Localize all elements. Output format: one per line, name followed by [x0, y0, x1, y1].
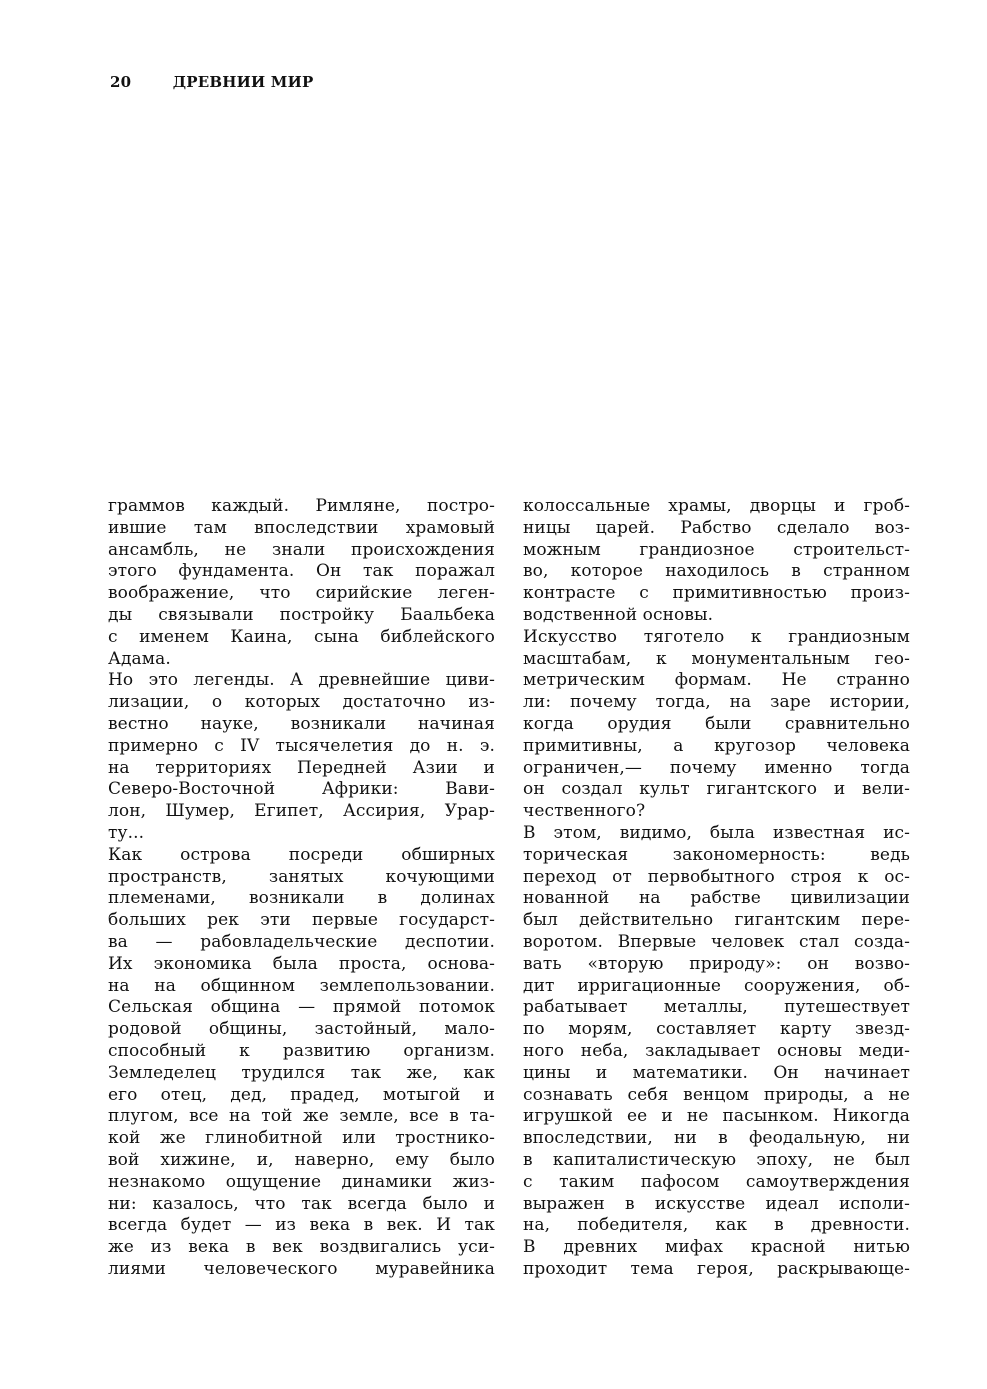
text-line: чественного? — [523, 801, 646, 822]
text-line: плугом, все на той же земле, все в та- — [108, 1106, 495, 1127]
text-line: на, победителя, как в древности. — [523, 1215, 910, 1236]
text-line: во, которое находилось в странном — [523, 561, 910, 582]
text-line: примерно с IV тысячелетия до н. э. — [108, 735, 495, 756]
text-line: воротом. Впервые человек стал созда- — [523, 931, 910, 952]
text-line: вать «вторую природу»: он возво- — [523, 953, 910, 974]
text-line: В древних мифах красной нитью — [523, 1237, 910, 1258]
text-line: кой же глинобитной или тростнико- — [108, 1128, 495, 1149]
text-line: рабатывает металлы, путешествует — [523, 997, 910, 1018]
text-line: Но это легенды. А древнейшие циви- — [108, 670, 495, 691]
text-line: впоследствии, ни в феодальную, ни — [523, 1128, 910, 1149]
text-line: на на общинном землепользовании. — [108, 975, 495, 996]
text-line: Их экономика была проста, основа- — [108, 953, 495, 974]
text-line: пространств, занятых кочующими — [108, 866, 495, 887]
text-line: ившие там впоследствии храмовый — [108, 517, 495, 538]
text-line: ницы царей. Рабство сделало воз- — [523, 517, 910, 538]
text-line: способный к развитию организм. — [108, 1040, 495, 1061]
text-line: ансамбль, не знали происхождения — [108, 539, 495, 560]
text-line: контрасте с примитивностью произ- — [523, 583, 910, 604]
text-line: водственной основы. — [523, 604, 714, 625]
text-line: с именем Каина, сына библейского — [108, 626, 495, 647]
text-column-right — [523, 496, 910, 1281]
text-line: всегда будет — из века в век. И так — [108, 1215, 495, 1236]
text-line: выражен в искусстве идеал исполи- — [523, 1193, 910, 1214]
text-line: В этом, видимо, была известная ис- — [523, 822, 910, 843]
text-line: Адама. — [108, 648, 171, 669]
text-line: вестно науке, возникали начиная — [108, 713, 495, 734]
text-line: ни: казалось, что так всегда было и — [108, 1193, 495, 1214]
text-line: игрушкой ее и не пасынком. Никогда — [523, 1106, 910, 1127]
text-line: он создал культ гигантского и вели- — [523, 779, 910, 800]
section-title: ДРЕВНИИ МИР — [172, 73, 314, 91]
text-line: масштабам, к монументальным гео- — [523, 648, 910, 669]
text-line: нованной на рабстве цивилизации — [523, 888, 910, 909]
text-line: лон, Шумер, Египет, Ассирия, Урар- — [108, 801, 495, 822]
text-line: Как острова посреди обширных — [108, 844, 495, 865]
text-line: торическая закономерность: ведь — [523, 844, 910, 865]
text-line: лизации, о которых достаточно из- — [108, 692, 495, 713]
text-line: больших рек эти первые государст- — [108, 910, 495, 931]
text-line: в капиталистическую эпоху, не был — [523, 1149, 910, 1170]
text-line: сознавать себя венцом природы, а не — [523, 1084, 910, 1105]
text-line: ного неба, закладывает основы меди- — [523, 1040, 910, 1061]
text-line: воображение, что сирийские леген- — [108, 583, 495, 604]
text-line: цины и математики. Он начинает — [523, 1062, 910, 1083]
text-line: же из века в век воздвигались уси- — [108, 1237, 495, 1258]
text-line: Искусство тяготело к грандиозным — [523, 626, 910, 647]
text-line: ва — рабовладельческие деспотии. — [108, 931, 495, 952]
text-line: граммов каждый. Римляне, постро- — [108, 496, 495, 516]
text-line: когда орудия были сравнительно — [523, 713, 910, 734]
text-line: был действительно гигантским пере- — [523, 910, 910, 931]
text-line: примитивны, а кругозор человека — [523, 735, 910, 756]
text-line: дит ирригационные сооружения, об- — [523, 975, 910, 996]
text-line: по морям, составляет карту звезд- — [523, 1019, 910, 1040]
text-line: незнакомо ощущение динамики жиз- — [108, 1171, 495, 1192]
page-number: 20 — [110, 73, 132, 91]
text-line: на территориях Передней Азии и — [108, 757, 495, 778]
text-line: его отец, дед, прадед, мотыгой и — [108, 1084, 495, 1105]
text-line: ды связывали постройку Баальбека — [108, 604, 495, 625]
text-line: ту... — [108, 822, 145, 843]
text-line: метрическим формам. Не странно — [523, 670, 910, 691]
text-line: переход от первобытного строя к ос- — [523, 866, 910, 887]
text-line: с таким пафосом самоутверждения — [523, 1171, 910, 1192]
text-line: Сельская община — прямой потомок — [108, 997, 495, 1018]
text-line: лиями человеческого муравейника — [108, 1258, 495, 1279]
text-line: родовой общины, застойный, мало- — [108, 1019, 495, 1040]
text-line: племенами, возникали в долинах — [108, 888, 495, 909]
text-line: проходит тема героя, раскрывающе- — [523, 1258, 910, 1279]
text-line: ли: почему тогда, на заре истории, — [523, 692, 910, 713]
text-line: Северо-Восточной Африки: Вави- — [108, 779, 495, 800]
running-head — [110, 73, 313, 91]
text-line: можным грандиозное строительст- — [523, 539, 910, 560]
text-line: вой хижине, и, наверно, ему было — [108, 1149, 495, 1170]
text-line: колоссальные храмы, дворцы и гроб- — [523, 496, 910, 516]
text-line: ограничен,— почему именно тогда — [523, 757, 910, 778]
text-column-left — [108, 496, 495, 1281]
text-line: этого фундамента. Он так поражал — [108, 561, 495, 582]
text-line: Земледелец трудился так же, как — [108, 1062, 495, 1083]
